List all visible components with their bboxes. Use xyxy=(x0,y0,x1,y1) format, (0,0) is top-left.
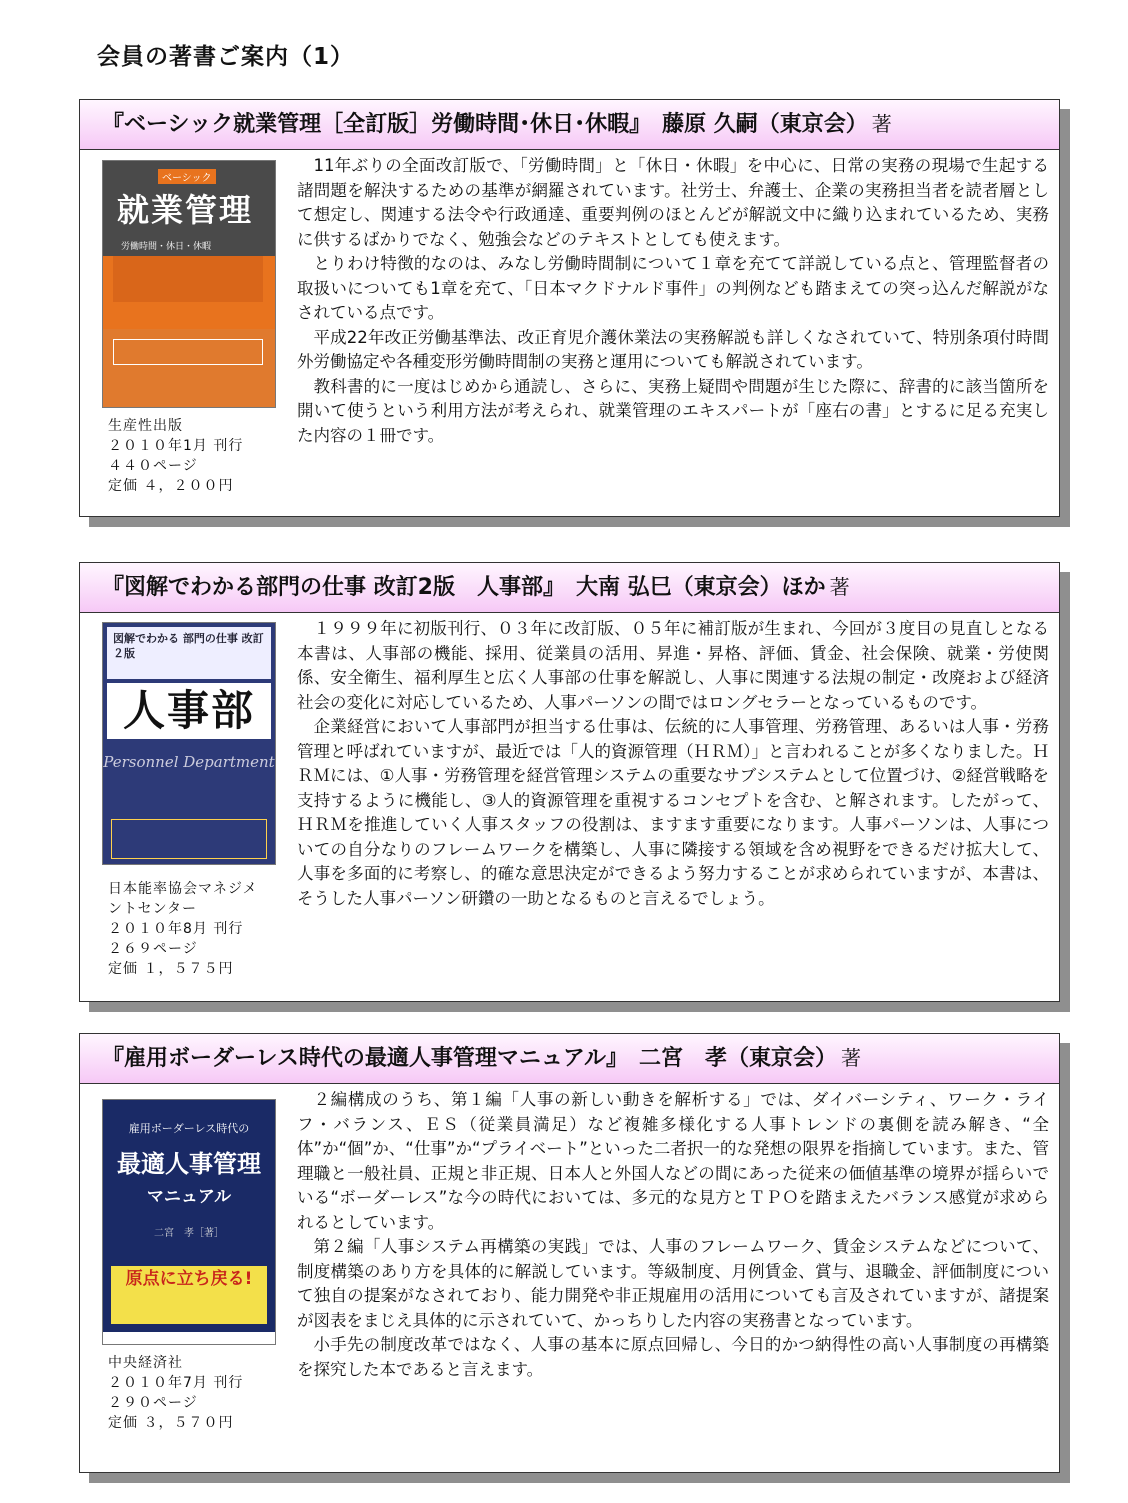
author-suffix: 著 xyxy=(829,575,850,599)
price: 定価 ３，５７０円 xyxy=(108,1415,234,1431)
book-meta xyxy=(108,416,243,496)
publish-date: ２０１０年7月 刊行 xyxy=(108,1375,244,1391)
price: 定価 １，５７５円 xyxy=(108,961,234,977)
cover-kicker: 図解でわかる 部門の仕事 改訂２版 xyxy=(107,627,271,679)
paragraph: 小手先の制度改革ではなく、人事の基本に原点回帰し、今日的かつ納得性の高い人事制度の再構築を探究した本であると言えます。 xyxy=(297,1335,1049,1379)
publisher: 日本能率協会マネジメントセンター xyxy=(108,881,258,917)
paragraph: 教科書的に一度はじめから通読し、さらに、実務上疑問や問題が生じた際に、辞書的に該当箇所を開いて使うという利用方法が考えられ、就業管理のエキスパートが「座右の書」とするに足る充実した内容の１冊です。 xyxy=(297,376,1050,445)
book-meta xyxy=(108,879,258,979)
publish-date: ２０１０年8月 刊行 xyxy=(108,921,244,937)
book-card-1 xyxy=(79,99,1060,517)
book-title: 『雇用ボーダーレス時代の最適人事管理マニュアル』 二宮 孝（東京会） xyxy=(102,1046,838,1071)
page-title: 会員の著書ご案内（1） xyxy=(97,44,355,70)
cover-title: 就業管理 xyxy=(117,191,254,229)
book-card-2 xyxy=(79,562,1060,1002)
cover-kicker: ベーシック xyxy=(158,169,216,184)
publisher: 中央経済社 xyxy=(108,1355,183,1371)
cover-author: 二宮 孝［著］ xyxy=(154,1228,224,1239)
cover-subtitle: マニュアル xyxy=(146,1187,232,1207)
page-count: ２９０ページ xyxy=(108,1395,198,1411)
cover-subtitle: Personnel Department xyxy=(103,753,275,771)
book-card-3 xyxy=(79,1033,1060,1473)
book-cover xyxy=(102,160,276,408)
price: 定価 ４，２００円 xyxy=(108,478,234,494)
paragraph: 第２編「人事システム再構築の実践」では、人事のフレームワーク、賃金システムなどについて、制度構築のあり方を具体的に解説しています。等級制度、月例賃金、賞与、退職金、評価制度について独自の提案がなされており、能力開発や非正規雇用の活用についても言及されていますが、諸提案が図表をまじえ具体的に示されていて、かっちりした内容の実務書となっています。 xyxy=(297,1237,1049,1330)
book-heading xyxy=(80,1034,1059,1084)
cover-title: 最適人事管理 xyxy=(117,1149,261,1178)
book-cover xyxy=(102,1099,276,1345)
book-title: 『ベーシック就業管理［全訂版］労働時間･休日･休暇』 藤原 久嗣（東京会） xyxy=(102,112,868,137)
paragraph: １９９９年に初版刊行、０３年に改訂版、０５年に補訂版が生まれ、今回が３度目の見直しとなる本書は、人事部の機能、採用、従業員の活用、昇進・昇格、評価、賃金、社会保険、就業・労使関係、安全衛生、福利厚生と広く人事部の仕事を解説し、人事に関連する法規の制定・改廃および経済社会の変化に対応しているため、人事パーソンの間ではロングセラーとなっているものです。 xyxy=(297,619,1049,712)
cover-subtitle: 労働時間・休日・休暇 xyxy=(121,242,212,252)
paragraph: 11年ぶりの全面改訂版で、「労働時間」と「休日・休暇」を中心に、日常の実務の現場で生起する諸問題を解決するための基準が網羅されています。社労士、弁護士、企業の実務担当者を読者層として想定し、関連する法令や行政通達、重要判例のほとんどが解説文中に織り込まれているため、実務に供するばかりでなく、勉強会などのテキストとしても使えます。 xyxy=(297,156,1049,249)
book-meta xyxy=(108,1353,243,1433)
book-heading xyxy=(80,100,1059,150)
paragraph: ２編構成のうち、第１編「人事の新しい動きを解析する」では、ダイバーシティ、ワーク・ライフ・バランス、ＥＳ（従業員満足）など複雑多様化する人事トレンドの裏側を読み解き、“全体”か“個”か、“仕事”か“プライベート”といった二者択一的な発想の限界を指摘しています。また、管理職と一般社員、正規と非正規、日本人と外国人などの間にあった従来の価値基準の境界が揺らいでいる“ボーダーレス”な今の時代においては、多元的な見方とＴＰＯを踏まえたバランス感覚が求められるとしています。 xyxy=(297,1090,1049,1232)
paragraph: 平成22年改正労働基準法、改正育児介護休業法の実務解説も詳しくなされていて、特別条項付時間外労働協定や各種変形労働時間制の実務と運用についても解説されています。 xyxy=(297,327,1049,371)
cover-title: 人事部 xyxy=(107,683,271,739)
page-count: ２６９ページ xyxy=(108,941,198,957)
book-cover xyxy=(102,622,276,865)
paragraph: とりわけ特徴的なのは、みなし労働時間制について１章を充てて詳説している点と、管理監督者の取扱いについても1章を充て、「日本マクドナルド事件」の判例なども踏まえての突っ込んだ解説がなされている点です。 xyxy=(297,254,1049,322)
author-suffix: 著 xyxy=(841,1046,862,1070)
book-description xyxy=(297,617,1049,911)
book-description xyxy=(297,1088,1049,1382)
publisher: 生産性出版 xyxy=(108,418,183,434)
book-description xyxy=(297,154,1049,448)
author-suffix: 著 xyxy=(871,112,892,136)
publish-date: ２０１０年1月 刊行 xyxy=(108,438,244,454)
page-count: ４４０ページ xyxy=(108,458,198,474)
cover-banner: 原点に立ち戻る! xyxy=(125,1269,253,1289)
paragraph: 企業経営において人事部門が担当する仕事は、伝統的に人事管理、労務管理、あるいは人事・労務管理と呼ばれていますが、最近では「人的資源管理（ＨＲＭ）」と言われることが多くなりました。ＨＲＭには、①人事・労務管理を経営管理システムの重要なサブシステムとして位置づけ、②経営戦略を支持するように機能し、③人的資源管理を重視するコンセプトを含む、と解されます。したがって、ＨＲＭを推進していく人事スタッフの役割は、ますます重要になります。人事パーソンは、人事についての自分なりのフレームワークを構築し、人事に隣接する領域を含め視野をできるだけ拡大して、人事を多面的に考察し、的確な意思決定ができるよう努力することが求められていますが、本書は、そうした人事パーソン研鑽の一助となるものと言えるでしょう。 xyxy=(297,717,1049,908)
cover-kicker: 雇用ボーダーレス時代の xyxy=(128,1122,250,1135)
book-heading xyxy=(80,563,1059,613)
book-title: 『図解でわかる部門の仕事 改訂2版 人事部』 大南 弘巳（東京会）ほか xyxy=(102,575,826,600)
